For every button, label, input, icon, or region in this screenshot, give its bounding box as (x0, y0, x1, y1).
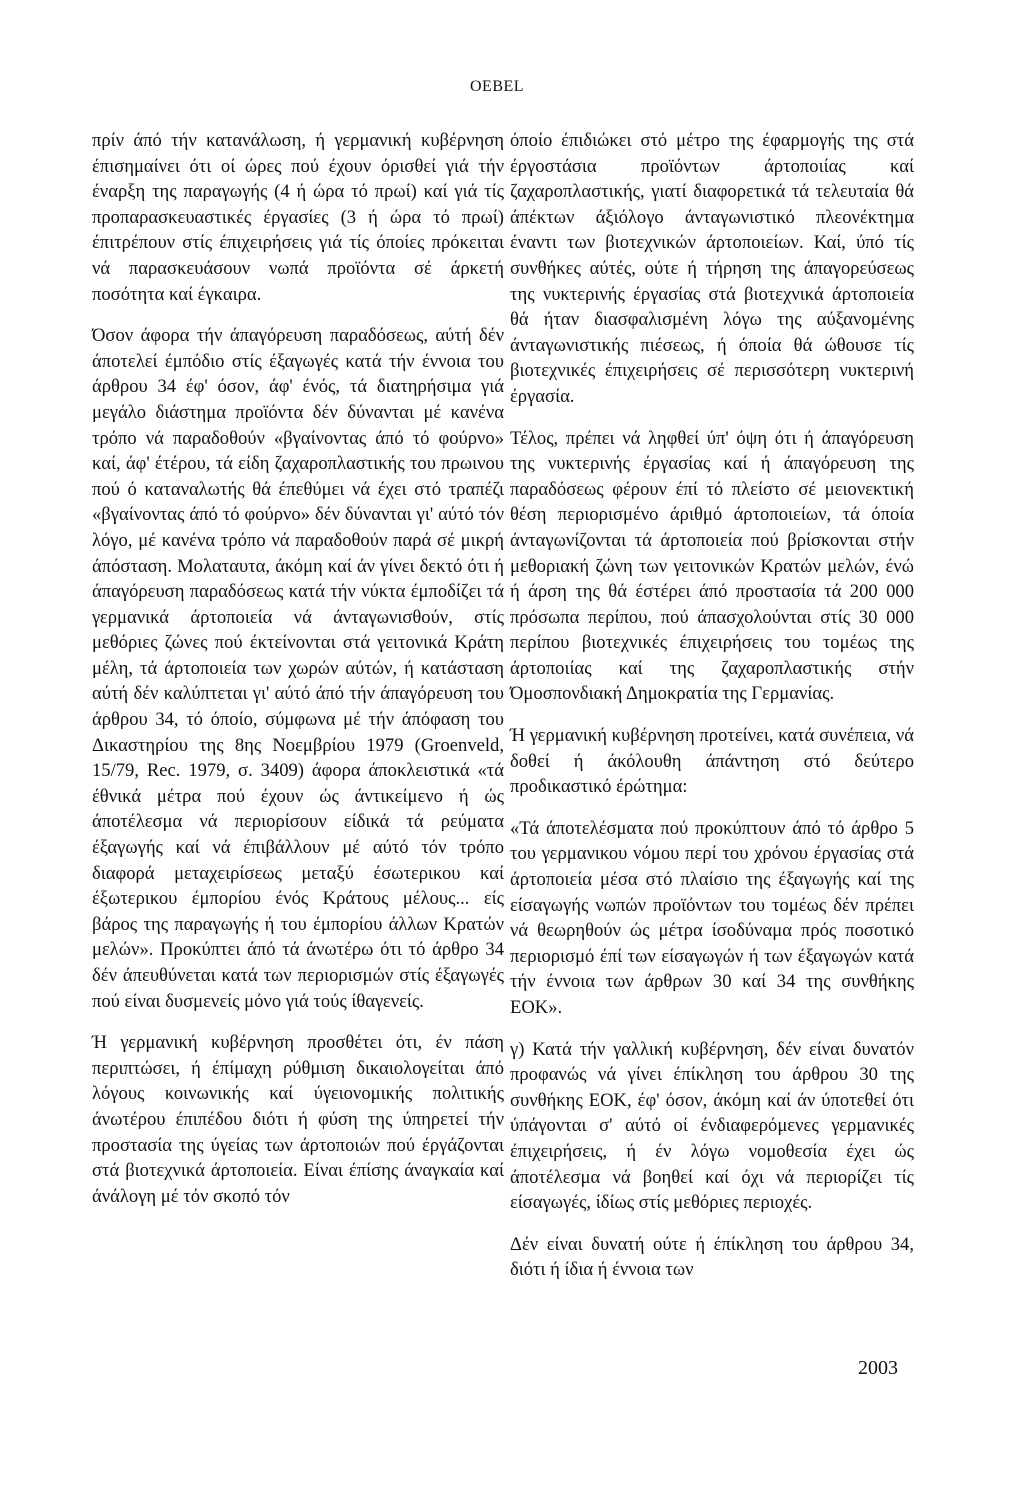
paragraph: Δέν είναι δυνατή ούτε ή έπίκληση του άρθρου 34, διότι ή ίδια ή έννοια των (510, 1233, 914, 1281)
paragraph: Ή γερμανική κυβέρνηση προτείνει, κατά συνέπεια, νά δοθεί ή άκόλουθη άπάντηση στό δεύτερο προδικαστικό έρώτημα: (510, 725, 914, 798)
paragraph: Ή γερμανική κυβέρνηση προσθέτει ότι, έν πάση περιπτώσει, ή έπίμαχη ρύθμιση δικαιολογείται άπό λόγους κοινωνικής καί ύγειονομικής πολιτικής άνωτέρου έπιπέδου διότι ή φύση της ύπηρετεί τήν προστασία της ύγείας των άρτοποιών πού έργάζονται στά βιοτεχνικά άρτοποιεία. Είναι έπίσης άναγκαία καί άνάλογη μέ τόν σκοπό τόν (92, 1032, 504, 1207)
left-column (92, 128, 504, 1225)
paragraph: «Τά άποτελέσματα πού προκύπτουν άπό τό άρθρο 5 του γερμανικου νόμου περί του χρόνου έργασίας στά άρτοποιεία μέσα στό πλαίσιο της έξαγωγής καί της είσαγωγής νωπών προϊόντων του τομέως δέν πρέπει νά θεωρηθούν ώς μέτρα ίσοδύναμα πρός ποσοτικό περιορισμό έπί των είσαγωγών ή των έξαγωγών κατά τήν έννοια των άρθρων 30 καί 34 της συνθήκης ΕΟΚ». (510, 817, 914, 1018)
paragraph: πρίν άπό τήν κατανάλωση, ή γερμανική κυβέρνηση έπισημαίνει ότι οί ώρες πού έχουν όρισθεί γιά τήν έναρξη της παραγωγής (4 ή ώρα τό πρωί) καί γιά τίς προπαρασκευαστικές έργασίες (3 ή ώρα τό πρωί) έπιτρέπουν στίς έπιχειρήσεις γιά τίς όποίες πρόκειται νά παρασκευάσουν νωπά προϊόντα σέ άρκετή ποσότητα καί έγκαιρα. (92, 130, 504, 305)
paragraph: όποίο έπιδιώκει στό μέτρο της έφαρμογής της στά έργοστάσια προϊόντων άρτοποιίας καί ζαχαροπλαστικής, γιατί διαφορετικά τά τελευταία θά άπέκτων άξιόλογο άνταγωνιστικό πλεονέκτημα έναντι των βιοτεχνικών άρτοποιείων. Καί, ύπό τίς συνθήκες αύτές, ούτε ή τήρηση της άπαγορεύσεως της νυκτερινής έργασίας στά βιοτεχνικά άρτοποιεία θά ήταν διασφαλισμένη λόγω της αύξανομένης άνταγωνιστικής πιέσεως, ή όποία θά ώθουσε τίς βιοτεχνικές έπιχειρήσεις σέ περισσότερη νυκτερινή έργασία. (510, 130, 914, 407)
paragraph: γ) Κατά τήν γαλλική κυβέρνηση, δέν είναι δυνατόν προφανώς νά γίνει έπίκληση του άρθρου 30 της συνθήκης ΕΟΚ, έφ' όσον, άκόμη καί άν ύποτεθεί ότι ύπάγονται σ' αύτό οί ένδιαφερόμενες γερμανικές έπιχειρήσεις, ή έν λόγω νομοθεσία έχει ώς άποτέλεσμα νά βοηθεί καί όχι νά περιορίζει τίς είσαγωγές, ίδίως στίς μεθόριες περιοχές. (510, 1038, 914, 1214)
right-column (510, 128, 914, 1299)
paragraph: Όσον άφορα τήν άπαγόρευση παραδόσεως, αύτή δέν άποτελεί έμπόδιο στίς έξαγωγές κατά τήν έννοια του άρθρου 34 έφ' όσον, άφ' ένός, τά διατηρήσιμα γιά μεγάλο διάστημα προϊόντα δέν δύνανται μέ κανένα τρόπο νά παραδοθούν «βγαίνοντας άπό τό φούρνο» καί, άφ' έτέρου, τά είδη ζαχαροπλαστικής του πρωινου πού ό καταναλωτής θά έπεθύμει νά έχει στό τραπέζι «βγαίνοντας άπό τό φούρνο» δέν δύνανται γι' αύτό τόν λόγο, μέ κανένα τρόπο νά παραδοθούν παρά σέ μικρή άπόσταση. Μολαταυτα, άκόμη καί άν γίνει δεκτό ότι ή άπαγόρευση παραδόσεως κατά τήν νύκτα έμποδίζει τά γερμανικά άρτοποιεία νά άνταγωνισθούν, στίς μεθόριες ζώνες πού έκτείνονται στά γειτονικά Κράτη μέλη, τά άρτοποιεία των χωρών αύτών, ή κατάσταση αύτή δέν καλύπτεται γι' αύτό άπό τήν άπαγόρευση του άρθρου 34, τό όποίο, σύμφωνα μέ τήν άπόφαση του Δικαστηρίου της 8ης Νοεμβρίου 1979 (Groenveld, 15/79, Rec. 1979, σ. 3409) άφορα άποκλειστικά «τά έθνικά μέτρα πού έχουν ώς άντικείμενο ή ώς άποτέλεσμα νά περιορίσουν είδικά τά ρεύματα έξαγωγής καί νά έπιβάλλουν μέ αύτό τόν τρόπο διαφορά μεταχειρίσεως μεταξύ έσωτερικου καί έξωτερικου έμπορίου ένός Κράτους μέλους... είς βάρος της παραγωγής ή του έμπορίου άλλων Κρατών μελών». Προκύπτει άπό τά άνωτέρω ότι τό άρθρο 34 δέν άπευθύνεται κατά των περιορισμών στίς έξαγωγές πού είναι δυσμενείς μόνο γιά τούς ίθαγενείς. (92, 325, 504, 1012)
running-header: OEBEL (470, 78, 525, 95)
page-number: 2003 (858, 1357, 898, 1379)
paragraph: Τέλος, πρέπει νά ληφθεί ύπ' όψη ότι ή άπαγόρευση της νυκτερινής έργασίας καί ή άπαγόρευση της παραδόσεως φέρουν έπί τό πλείστο σέ μειονεκτική θέση περιορισμένο άριθμό άρτοποιείων, τά όποία άνταγωνίζονται τά άρτοποιεία πού βρίσκονται στήν μεθοριακή ζώνη των γειτονικών Κρατών μελών, ένώ ή άρση της θά έστέρει άπό προστασία τά 200 000 πρόσωπα περίπου, πού άπασχολούνται στίς 30 000 περίπου βιοτεχνικές έπιχειρήσεις του τομέως της άρτοποιίας καί της ζαχαροπλαστικής στήν Όμοσπονδιακή Δημοκρατία της Γερμανίας. (510, 427, 914, 705)
